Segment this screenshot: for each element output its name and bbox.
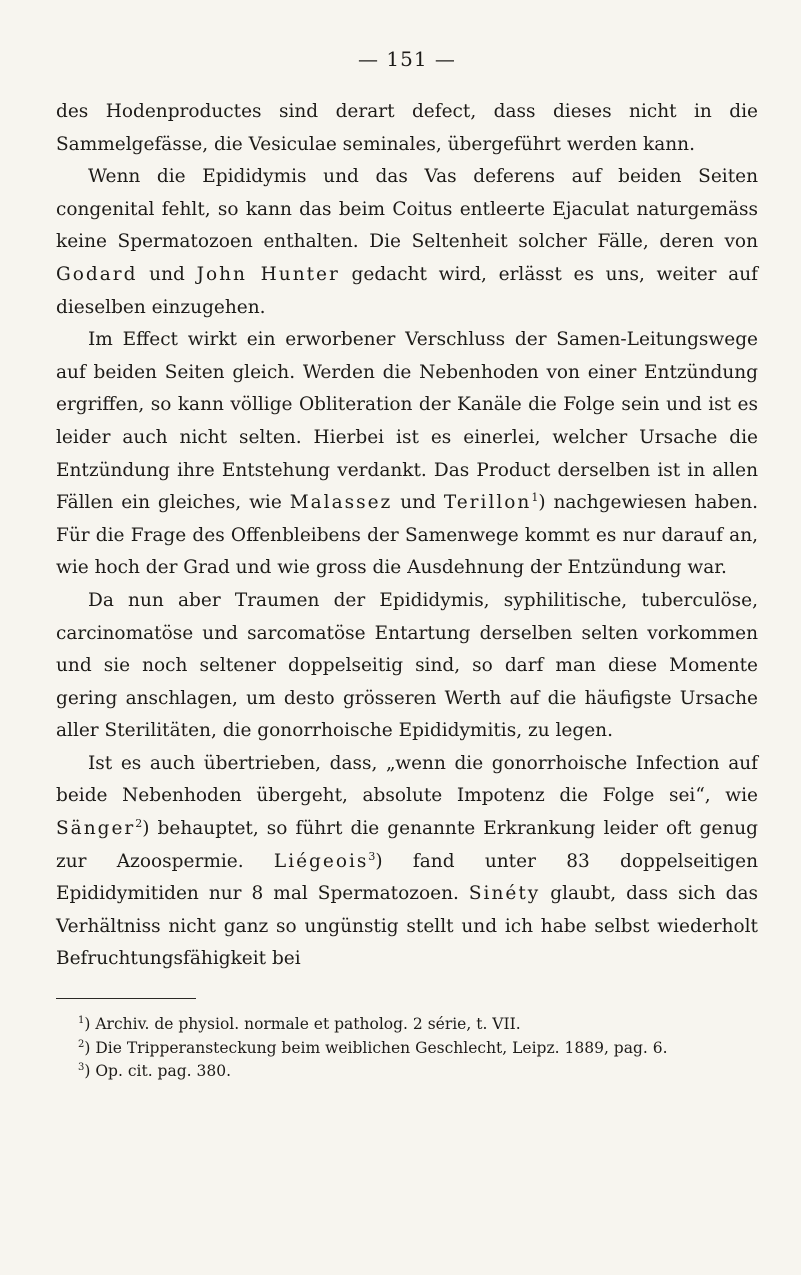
text-run: Im Effect wirkt ein erworbener Verschluss der Samen-Leitungswege auf beiden Seiten gleich. Werden die Nebenhoden von einer Entzündung ergriffen, so kann völlige Obliteration der Kanäle die Folge sein und ist es leider auch nicht selten. Hierbei ist es einerlei, welcher Ursache die Entzündung ihre Entstehung verdankt. Das Product derselben ist in allen Fällen ein gleiches, wie	[56, 329, 758, 514]
text-run: ) nachgewiesen haben. Für die Frage des Offenbleibens der Samenwege kommt es nur darauf an, wie hoch der Grad und wie gross die Ausdehnung der Entzündung war.	[56, 492, 758, 579]
footnote-mark: 1	[78, 1014, 85, 1026]
footnote-reference: 1	[531, 490, 539, 504]
footnote-separator	[56, 998, 196, 999]
paragraph	[56, 96, 758, 161]
text-run: ) fand unter 83 doppelseitigen Epididymitiden nur 8 mal Spermatozoen.	[56, 850, 758, 905]
text-run: Ist es auch übertrieben, dass, „wenn die gonorrhoische Infection auf beide Nebenhoden übergeht, absolute Impotenz die Folge sei“, wie	[56, 752, 758, 807]
text-run: Da nun aber Traumen der Epididymis, syphilitische, tuberculöse, carcinomatöse und sarcomatöse Entartung derselben selten vorkommen und sie noch seltener doppelseitig sind, so darf man diese Momente gering anschlagen, um desto grösseren Werth auf die häufigste Ursache aller Sterilitäten, die gonorrhoische Epididymitis, zu legen.	[56, 589, 758, 742]
text-run: des Hodenproductes sind derart defect, dass dieses nicht in die Sammelgefässe, die Vesiculae seminales, übergeführt werden kann.	[56, 101, 758, 155]
text-run: gedacht wird, erlässt es uns, weiter auf dieselben einzugehen.	[56, 263, 758, 318]
body-text	[56, 96, 758, 976]
footnote-text: ) Archiv. de physiol. normale et patholog. 2 série, t. VII.	[84, 1015, 521, 1034]
footnote-text: ) Die Tripperansteckung beim weiblichen Geschlecht, Leipz. 1889, pag. 6.	[84, 1038, 668, 1057]
author-name: Sinéty	[468, 883, 541, 905]
author-name: Liégeois	[273, 850, 369, 872]
paragraph	[56, 748, 758, 976]
text-run: und	[137, 263, 197, 285]
author-name: Godard	[56, 263, 138, 285]
footnotes	[56, 1013, 758, 1084]
text-run: ) behauptet, so führt die genannte Erkrankung leider oft genug zur Azoospermie.	[56, 818, 758, 872]
author-name: Sänger	[56, 818, 136, 840]
paragraph	[56, 161, 758, 324]
author-name: Malassez	[289, 492, 393, 514]
footnote	[56, 1013, 758, 1037]
page	[56, 48, 758, 1238]
paragraph	[56, 585, 758, 748]
text-run: und	[392, 492, 444, 514]
footnote-reference: 3	[368, 849, 376, 863]
footnote-mark: 3	[78, 1061, 85, 1073]
footnote-reference: 2	[135, 816, 143, 830]
text-run: Wenn die Epididymis und das Vas deferens auf beiden Seiten congenital fehlt, so kann das beim Coitus entleerte Ejaculat naturgemäss keine Spermatozoen enthalten. Die Seltenheit solcher Fälle, deren von	[56, 166, 758, 253]
footnote	[56, 1037, 758, 1061]
page-number: — 151 —	[358, 47, 456, 71]
footnote-text: ) Op. cit. pag. 380.	[84, 1062, 232, 1081]
author-name: John Hunter	[196, 263, 340, 285]
paragraph	[56, 324, 758, 585]
footnote	[56, 1060, 758, 1084]
author-name: Terillon	[443, 492, 532, 514]
footnote-mark: 2	[78, 1038, 85, 1050]
text-run: glaubt, dass sich das Verhältniss nicht ganz so ungünstig stellt und ich habe selbst wiederholt Befruchtungsfähigkeit bei	[56, 883, 759, 970]
